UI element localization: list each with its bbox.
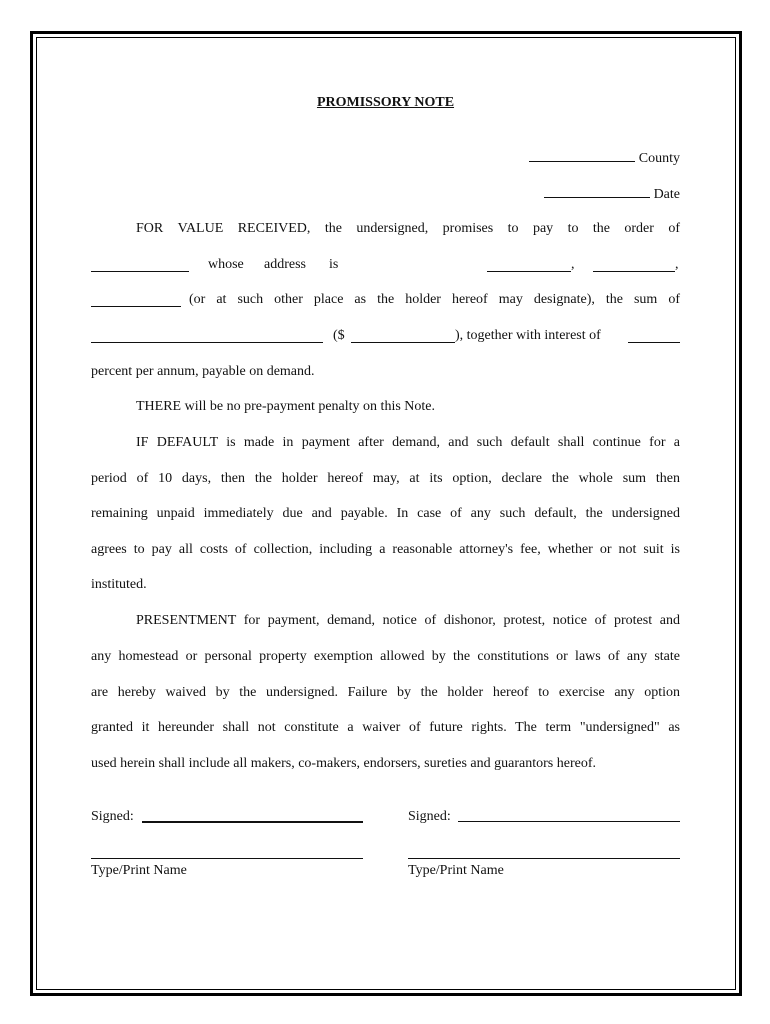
dollar-open: ($: [333, 328, 345, 343]
word: to: [567, 221, 579, 236]
paragraph-4-line: any homestead or personal property exemption allowed by the constitutions or laws of any state: [91, 649, 680, 664]
word: VALUE: [177, 221, 224, 236]
word: RECEIVED,: [237, 221, 311, 236]
county-line: [91, 148, 680, 168]
signature-field-right[interactable]: [458, 821, 680, 822]
word: FOR: [136, 221, 164, 236]
paragraph-4-line: PRESENTMENT for payment, demand, notice of dishonor, protest, notice of protest and: [136, 613, 680, 628]
paragraph-4-line: granted it hereunder shall not constitute a waiver of future rights. The term "undersigned" as: [91, 720, 680, 735]
word: undersigned,: [356, 221, 429, 236]
print-name-label-right: Type/Print Name: [408, 863, 504, 878]
paragraph-3-line: IF DEFAULT is made in payment after demand, and such default shall continue for a: [136, 435, 680, 450]
print-name-field-left[interactable]: [91, 858, 363, 859]
word: to: [507, 221, 519, 236]
document-title: PROMISSORY NOTE: [316, 95, 455, 110]
county-label: County: [638, 151, 680, 166]
signed-label-left: Signed:: [91, 809, 134, 824]
address-city-field[interactable]: [593, 258, 675, 272]
address-state-field[interactable]: [91, 293, 181, 307]
comma: ,: [571, 257, 575, 272]
whose-word: whose: [208, 257, 244, 272]
date-field[interactable]: [544, 184, 650, 198]
word: the: [592, 221, 610, 236]
paragraph-3-line: remaining unpaid immediately due and payable. In case of any such default, the undersigned: [91, 506, 680, 521]
paragraph-2: THERE will be no pre-payment penalty on this Note.: [136, 399, 435, 414]
comma: ,: [675, 257, 679, 272]
paragraph-3-line: period of 10 days, then the holder hereof may, at its option, declare the whole sum then: [91, 471, 680, 486]
signed-label-right: Signed:: [408, 809, 451, 824]
interest-text: ), together with interest of: [455, 328, 601, 343]
signature-field-left[interactable]: [142, 821, 363, 823]
paragraph-3-last-line: instituted.: [91, 577, 147, 592]
paragraph-4-line: are hereby waived by the undersigned. Failure by the holder hereof to exercise any option: [91, 685, 680, 700]
date-label: Date: [653, 187, 680, 202]
paragraph-1-line-3-text: (or at such other place as the holder hereof may designate), the sum of: [189, 292, 680, 307]
address-word: address: [264, 257, 306, 272]
paragraph-1-line-1: [91, 220, 680, 238]
county-field[interactable]: [529, 148, 635, 162]
date-line: [91, 184, 680, 204]
sum-in-words-field[interactable]: [91, 329, 323, 343]
sum-amount-field[interactable]: [351, 329, 455, 343]
word: promises: [442, 221, 494, 236]
word: of: [668, 221, 680, 236]
interest-rate-field[interactable]: [628, 329, 680, 343]
word: pay: [532, 221, 554, 236]
paragraph-3-line: agrees to pay all costs of collection, including a reasonable attorney's fee, whether or not suit is: [91, 542, 680, 557]
address-street-field[interactable]: [487, 258, 571, 272]
paragraph-1-line-5: percent per annum, payable on demand.: [91, 364, 315, 379]
print-name-label-left: Type/Print Name: [91, 863, 187, 878]
is-word: is: [329, 257, 339, 272]
payee-name-field[interactable]: [91, 258, 189, 272]
print-name-field-right[interactable]: [408, 858, 680, 859]
word: the: [324, 221, 342, 236]
word: order: [624, 221, 654, 236]
paragraph-4-last-line: used herein shall include all makers, co-makers, endorsers, sureties and guarantors hereof.: [91, 756, 596, 771]
